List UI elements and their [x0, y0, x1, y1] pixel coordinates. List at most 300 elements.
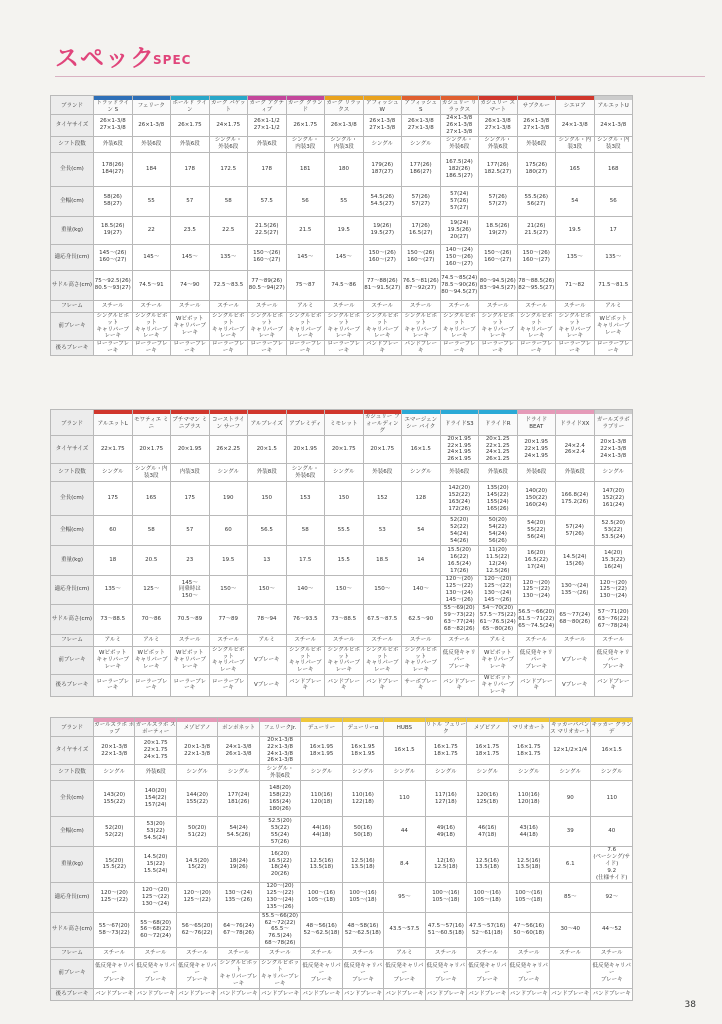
spec-cell: 85〜: [549, 882, 590, 912]
spec-cell: シングル: [467, 765, 508, 781]
spec-cell: バンドブレーキ: [425, 988, 466, 1000]
brand-name: マリオカート: [512, 725, 546, 732]
brand-name: ドライドS3: [444, 420, 474, 427]
spec-cell: 17: [594, 216, 633, 244]
spec-cell: 110: [384, 781, 425, 817]
brand-name: トラッドライン S: [96, 100, 130, 113]
spec-cell: 26×1.75: [171, 114, 210, 136]
spec-cell: 50(16) 50(18): [342, 817, 383, 847]
spec-cell: 52.5(20) 53(22) 55(24) 57(26): [259, 817, 300, 847]
spec-cell: シングルピボット キャリパーブレーキ: [517, 312, 556, 341]
spec-cell: 50(20) 54(22) 54(24) 56(26): [479, 516, 518, 546]
spec-table-3: [50, 717, 633, 1001]
spec-cell: 58: [132, 516, 171, 546]
spec-cell: シングルピボット キャリパーブレーキ: [402, 312, 441, 341]
spec-cell: 19(24) 19.5(26) 20(27): [440, 216, 479, 244]
spec-cell: バンドブレーキ: [384, 988, 425, 1000]
spec-cell: Wピボット キャリパーブレーキ: [479, 675, 518, 697]
brand-name: フェリーク: [137, 103, 165, 110]
brand-name: エマージェンシー バイク: [404, 417, 438, 431]
brand-color-stripe: [550, 718, 590, 722]
spec-cell: 73〜88.5: [325, 604, 364, 634]
spec-cell: 外装6段: [479, 464, 518, 482]
spec-cell: 54(20) 55(22) 56(24): [517, 516, 556, 546]
spec-cell: スチール: [342, 948, 383, 960]
spec-cell: 55: [325, 186, 364, 216]
row-label: サドル高さ(cm): [51, 604, 94, 634]
brand-header: [479, 410, 518, 436]
brand-color-stripe: [591, 718, 632, 722]
brand-name: ボールド ライン: [172, 100, 207, 113]
spec-cell: 低反発キャリパー ブレーキ: [176, 960, 217, 989]
spec-cell: 120〜(20) 125〜(22) 130〜(24) 145〜(26): [479, 576, 518, 605]
spec-cell: スチール: [248, 300, 287, 312]
row-label: シフト段数: [51, 464, 94, 482]
spec-cell: バンドブレーキ: [591, 988, 633, 1000]
spec-cell: 16(20) 16.5(22) 18(24) 20(26): [259, 847, 300, 882]
spec-cell: 53: [363, 516, 402, 546]
spec-cell: 47.5〜57(16) 52〜61(18): [467, 912, 508, 947]
brand-header: [594, 96, 633, 115]
spec-cell: シングル・ 外装6段: [479, 136, 518, 152]
spec-cell: バンドブレーキ: [440, 675, 479, 697]
spec-cell: 150: [248, 482, 287, 516]
spec-cell: 65〜77(24) 68〜80(26): [556, 604, 595, 634]
spec-cell: 74.5〜91: [132, 270, 171, 300]
brand-color-stripe: [210, 96, 248, 100]
spec-cell: 12(16) 12.5(18): [425, 847, 466, 882]
spec-cell: 19(26) 19.5(27): [363, 216, 402, 244]
spec-cell: 18(24) 19(26): [218, 847, 259, 882]
spec-cell: Wピボット キャリパーブレーキ: [171, 646, 210, 675]
spec-row: [51, 300, 633, 312]
spec-cell: バンドブレーキ: [467, 988, 508, 1000]
spec-cell: 48〜56(16) 52〜62.5(18): [301, 912, 342, 947]
brand-name: メゾピアノ: [183, 725, 211, 732]
brand-color-stripe: [218, 718, 258, 722]
spec-cell: 44(16) 44(18): [301, 817, 342, 847]
brand-header: [517, 96, 556, 115]
spec-row: [51, 948, 633, 960]
spec-cell: シングル: [363, 136, 402, 152]
spec-cell: 179(26) 187(27): [363, 152, 402, 186]
brand-name: アルブレイズ: [250, 420, 283, 427]
spec-row: [51, 988, 633, 1000]
spec-cell: 20×1.75: [325, 435, 364, 464]
brand-color-stripe: [402, 96, 440, 100]
spec-cell: 150〜(26) 160〜(27): [517, 244, 556, 270]
spec-cell: バンドブレーキ: [301, 988, 342, 1000]
spec-cell: 55.5(26) 56(27): [517, 186, 556, 216]
spec-cell: ローラーブレーキ: [479, 341, 518, 356]
spec-cell: 178: [171, 152, 210, 186]
spec-cell: 16×1.75 18×1.75: [467, 736, 508, 765]
brand-color-stripe: [479, 410, 517, 414]
row-label: サドル高さ(cm): [51, 270, 94, 300]
brand-name: カーグ アクティブ: [249, 100, 285, 113]
spec-row: [51, 136, 633, 152]
spec-cell: バンドブレーキ: [176, 988, 217, 1000]
spec-cell: シングル: [402, 464, 441, 482]
spec-row: [51, 216, 633, 244]
spec-cell: シングルピボット キャリパーブレーキ: [248, 312, 287, 341]
spec-cell: 144(20) 155(22): [176, 781, 217, 817]
spec-cell: 74〜90: [171, 270, 210, 300]
spec-cell: 153: [286, 482, 325, 516]
spec-cell: 22.5: [209, 216, 248, 244]
spec-cell: Vブレーキ: [248, 646, 287, 675]
spec-cell: バンドブレーキ: [342, 988, 383, 1000]
brand-name: メゾピアノ: [473, 725, 501, 732]
spec-row: [51, 546, 633, 576]
spec-cell: 24×1-3/8 26×1-3/8 27×1-3/8: [440, 114, 479, 136]
spec-cell: 54: [402, 516, 441, 546]
spec-cell: 100〜(16) 105〜(18): [508, 882, 549, 912]
spec-cell: 57〜71(20) 63〜76(22) 67〜78(24): [594, 604, 633, 634]
spec-cell: 55〜69(20) 59〜73(22) 63〜77(24) 68〜82(26): [440, 604, 479, 634]
brand-color-stripe: [479, 96, 517, 100]
spec-cell: 150〜(26) 160〜(27): [479, 244, 518, 270]
brand-name: HUBS: [396, 725, 413, 732]
brand-header: [325, 96, 364, 115]
row-label: 前ブレーキ: [51, 312, 94, 341]
spec-cell: シングル・内装3段: [594, 136, 633, 152]
spec-cell: 低反発キャリパー ブレーキ: [94, 960, 135, 989]
row-label: 後ろブレーキ: [51, 341, 94, 356]
brand-header: [94, 718, 135, 737]
brand-header: [479, 96, 518, 115]
spec-cell: 外装6段: [363, 464, 402, 482]
spec-cell: 54(24) 54.5(26): [218, 817, 259, 847]
brand-header: [556, 410, 595, 436]
spec-cell: ローラーブレーキ: [209, 675, 248, 697]
spec-row: [51, 604, 633, 634]
spec-cell: スチール: [425, 948, 466, 960]
spec-cell: バンドブレーキ: [325, 675, 364, 697]
row-label: 前ブレーキ: [51, 960, 94, 989]
spec-cell: スチール: [209, 300, 248, 312]
spec-cell: 23.5: [171, 216, 210, 244]
spec-cell: 14: [402, 546, 441, 576]
spec-cell: 16×1.75 18×1.75: [425, 736, 466, 765]
spec-cell: 55〜68(20) 56〜68(22) 60〜72(24): [135, 912, 176, 947]
brand-color-stripe: [556, 96, 594, 100]
brand-header: [517, 410, 556, 436]
spec-cell: シングルピボット キャリパーブレーキ: [325, 646, 364, 675]
page-subtitle: SPEC: [153, 53, 192, 67]
brand-color-stripe: [364, 410, 402, 414]
spec-row: [51, 817, 633, 847]
brand-color-stripe: [467, 718, 507, 722]
brand-color-stripe: [325, 96, 363, 100]
spec-cell: バンドブレーキ: [218, 988, 259, 1000]
spec-row: [51, 464, 633, 482]
spec-cell: ローラーブレーキ: [594, 341, 633, 356]
brand-header: [591, 718, 633, 737]
spec-cell: シングル: [94, 765, 135, 781]
spec-cell: シングルピボット キャリパーブレーキ: [132, 312, 171, 341]
spec-cell: スチール: [209, 634, 248, 646]
brand-name: シエロア: [563, 103, 586, 110]
spec-cell: スチール: [402, 634, 441, 646]
brand-header: [135, 718, 176, 737]
brand-header: [209, 96, 248, 115]
brand-name: カジュリー リラックス: [441, 100, 477, 113]
spec-cell: 125〜: [132, 576, 171, 605]
brand-header: [325, 410, 364, 436]
spec-row: [51, 960, 633, 989]
spec-cell: シングル・ 外装6段: [259, 765, 300, 781]
spec-cell: 145〜: [132, 244, 171, 270]
spec-cell: スチール: [517, 634, 556, 646]
spec-cell: スチール: [591, 948, 633, 960]
brand-name: アルエットL: [97, 420, 128, 427]
spec-cell: 18.5(26) 19(27): [479, 216, 518, 244]
spec-cell: 外装6段: [517, 464, 556, 482]
spec-cell: スチール: [440, 634, 479, 646]
brand-header: [549, 718, 590, 737]
spec-cell: 190: [209, 482, 248, 516]
row-label: 重量(kg): [51, 546, 94, 576]
spec-cell: 15.5: [325, 546, 364, 576]
spec-cell: 46(16) 47(18): [467, 817, 508, 847]
brand-header: [440, 410, 479, 436]
spec-cell: スチール: [594, 634, 633, 646]
spec-cell: 20×1-3/8 22×1-3/8 24×1-3/8: [594, 435, 633, 464]
spec-cell: スチール: [135, 948, 176, 960]
brand-header: [176, 718, 217, 737]
spec-row: [51, 576, 633, 605]
spec-cell: バンドブレーキ: [94, 988, 135, 1000]
spec-cell: ローラーブレーキ: [94, 341, 133, 356]
brand-name: アフィッシュ S: [404, 100, 437, 113]
spec-cell: 92〜: [591, 882, 633, 912]
row-label: 後ろブレーキ: [51, 675, 94, 697]
brand-header: [218, 718, 259, 737]
brand-name: ガールズラボ ポップ: [94, 722, 135, 735]
spec-cell: バンドブレーキ: [594, 675, 633, 697]
spec-cell: 120〜(20) 125〜(22) 130〜(24) 135〜(26): [259, 882, 300, 912]
spec-cell: シングル・内装3段: [132, 464, 171, 482]
brand-header: [209, 410, 248, 436]
spec-cell: 17.5: [286, 546, 325, 576]
brand-header: [301, 718, 342, 737]
spec-cell: 178: [248, 152, 287, 186]
spec-row: [51, 781, 633, 817]
spec-cell: 48〜58(16) 52〜62.5(18): [342, 912, 383, 947]
spec-cell: 16(20) 16.5(22) 17(24): [517, 546, 556, 576]
spec-cell: 175: [94, 482, 133, 516]
spec-cell: スチール: [132, 300, 171, 312]
spec-cell: スチール: [549, 948, 590, 960]
spec-cell: 18.5(26) 19(27): [94, 216, 133, 244]
spec-cell: 12.5(16) 13.5(18): [301, 847, 342, 882]
brand-header: [467, 718, 508, 737]
spec-cell: 55.5〜66(20) 62〜72(22) 65.5〜76.5(24) 68〜78(26): [259, 912, 300, 947]
spec-cell: シングル: [594, 464, 633, 482]
spec-cell: 145〜 同乗時は 150〜: [171, 576, 210, 605]
spec-cell: Wピボット キャリパーブレーキ: [132, 646, 171, 675]
spec-cell: 56: [286, 186, 325, 216]
spec-cell: 低反発キャリパー ブレーキ: [384, 960, 425, 989]
spec-cell: 14.5(20) 15(22): [176, 847, 217, 882]
spec-cell: シングル・ 外装6段: [440, 136, 479, 152]
spec-cell: 低反発キャリパー ブレーキ: [425, 960, 466, 989]
spec-cell: 20×1.75: [132, 435, 171, 464]
spec-cell: 外装6段: [517, 136, 556, 152]
spec-cell: 142(20) 152(22) 163(24) 172(26): [440, 482, 479, 516]
spec-cell: 21.5: [286, 216, 325, 244]
spec-cell: 145〜: [286, 244, 325, 270]
spec-cell: 175: [171, 482, 210, 516]
spec-cell: スチール: [467, 948, 508, 960]
spec-cell: 53(20) 53(22) 54.5(24): [135, 817, 176, 847]
spec-cell: ローラーブレーキ: [132, 341, 171, 356]
row-label: 前ブレーキ: [51, 646, 94, 675]
brand-name: コーストライン サーフ: [211, 417, 245, 431]
page-number: 38: [684, 1000, 696, 1010]
spec-cell: 20×1.75: [363, 435, 402, 464]
spec-cell: 外装6段: [171, 136, 210, 152]
spec-cell: 13: [248, 546, 287, 576]
spec-cell: ローラーブレーキ: [325, 341, 364, 356]
brand-header: [594, 410, 633, 436]
spec-cell: 140〜: [402, 576, 441, 605]
spec-cell: 120(16) 125(18): [467, 781, 508, 817]
brand-color-stripe: [441, 96, 479, 100]
spec-cell: アルミ: [479, 634, 518, 646]
spec-cell: 135〜: [594, 244, 633, 270]
spec-cell: 12.5(16) 13.5(18): [342, 847, 383, 882]
row-label: 適応身長(cm): [51, 244, 94, 270]
spec-cell: シングルピボット キャリパーブレーキ: [402, 646, 441, 675]
spec-row: [51, 516, 633, 546]
spec-cell: 16×1.5: [384, 736, 425, 765]
spec-cell: Wピボット キャリパーブレーキ: [171, 312, 210, 341]
spec-row: [51, 675, 633, 697]
spec-row: [51, 312, 633, 341]
brand-name: キッカーパパンス マリオカート: [550, 722, 591, 735]
spec-cell: シングル: [325, 464, 364, 482]
spec-cell: ローラーブレーキ: [171, 341, 210, 356]
brand-header: [363, 410, 402, 436]
spec-cell: 26×1-3/8: [325, 114, 364, 136]
spec-cell: 20×1.75 22×1.75 24×1.75: [135, 736, 176, 765]
row-label: フレーム: [51, 634, 94, 646]
row-label: サドル高さ(cm): [51, 912, 94, 947]
spec-cell: 47〜56(16) 50〜60(18): [508, 912, 549, 947]
spec-cell: 20×1-3/8 22×1-3/8: [94, 736, 135, 765]
spec-cell: 145〜: [171, 244, 210, 270]
spec-cell: 外装8段: [248, 464, 287, 482]
brand-color-stripe: [135, 718, 175, 722]
brand-header: [342, 718, 383, 737]
spec-cell: シングルピボット キャリパーブレーキ: [440, 312, 479, 341]
spec-cell: ローラーブレーキ: [248, 341, 287, 356]
spec-cell: 16×1.5: [591, 736, 633, 765]
spec-cell: 57.5: [248, 186, 287, 216]
brand-header: [286, 410, 325, 436]
spec-cell: 26×1-3/8: [132, 114, 171, 136]
title-rule: [55, 76, 705, 77]
row-label: 適応身長(cm): [51, 576, 94, 605]
spec-cell: Vブレーキ: [556, 646, 595, 675]
spec-row: [51, 244, 633, 270]
spec-cell: 147(20) 152(22) 161(24): [594, 482, 633, 516]
brand-color-stripe: [595, 410, 633, 414]
brand-name: キッカー グランデ: [591, 722, 632, 735]
spec-cell: 21(26) 21.5(27): [517, 216, 556, 244]
brand-color-stripe: [364, 96, 402, 100]
spec-cell: 76.5〜81(26) 87〜92(27): [402, 270, 441, 300]
spec-cell: 30〜40: [549, 912, 590, 947]
row-label: タイヤサイズ: [51, 435, 94, 464]
spec-cell: アルミ: [94, 634, 133, 646]
spec-cell: 55〜67(20) 58〜73(22): [94, 912, 135, 947]
brand-header: [132, 410, 171, 436]
spec-cell: シングル: [425, 765, 466, 781]
spec-row: [51, 847, 633, 882]
spec-cell: シングルピボット キャリパーブレーキ: [286, 646, 325, 675]
brand-name: サブクルー: [522, 103, 550, 110]
brand-name: カーグ バケット: [211, 100, 246, 113]
spec-cell: シングルピボット キャリパーブレーキ: [286, 312, 325, 341]
spec-cell: 19.5: [325, 216, 364, 244]
spec-cell: 120〜(20) 125〜(22): [94, 882, 135, 912]
brand-color-stripe: [133, 96, 171, 100]
spec-cell: 73〜88.5: [94, 604, 133, 634]
spec-cell: 低反発キャリパー ブレーキ: [440, 646, 479, 675]
spec-cell: 24×1-3/8: [594, 114, 633, 136]
spec-cell: シングル: [176, 765, 217, 781]
spec-cell: 47.5〜57(16) 51〜60.5(18): [425, 912, 466, 947]
brand-header: [363, 96, 402, 115]
spec-cell: 60: [209, 516, 248, 546]
spec-cell: シングル: [94, 464, 133, 482]
spec-cell: スチール: [171, 634, 210, 646]
row-label: 重量(kg): [51, 847, 94, 882]
spec-cell: スチール: [363, 300, 402, 312]
spec-cell: 26×1-3/8 27×1-3/8: [363, 114, 402, 136]
spec-cell: 80〜94.5(26) 83〜94.5(27): [479, 270, 518, 300]
row-label: 全幅(cm): [51, 186, 94, 216]
spec-cell: 44〜52: [591, 912, 633, 947]
spec-cell: 26×1-3/8 27×1-3/8: [402, 114, 441, 136]
brand-color-stripe: [287, 96, 325, 100]
spec-cell: 150〜: [248, 576, 287, 605]
spec-cell: 52(20) 52(22) 54(24) 54(26): [440, 516, 479, 546]
spec-cell: 低反発キャリパー ブレーキ: [135, 960, 176, 989]
spec-cell: 44: [384, 817, 425, 847]
spec-cell: 120〜(20) 125〜(22) 130〜(24): [135, 882, 176, 912]
spec-cell: シングル: [591, 765, 633, 781]
spec-cell: 110(16) 120(18): [508, 781, 549, 817]
spec-cell: 56〜65(20) 62〜76(22): [176, 912, 217, 947]
brand-header: [402, 96, 441, 115]
spec-cell: 54〜70(20) 57.5〜75(22) 61〜76.5(24) 65〜80(26): [479, 604, 518, 634]
spec-cell: 55: [132, 186, 171, 216]
spec-cell: 145〜: [325, 244, 364, 270]
spec-cell: 22×1.75: [94, 435, 133, 464]
spec-cell: 135(20) 145(22) 155(24) 165(26): [479, 482, 518, 516]
spec-cell: 64〜76(24) 67〜78(26): [218, 912, 259, 947]
spec-cell: スチール: [301, 948, 342, 960]
brand-name: デューリーα: [347, 725, 379, 732]
spec-cell: 外装6段: [556, 464, 595, 482]
spec-cell: スチール: [176, 948, 217, 960]
spec-cell: 150〜(26) 160〜(27): [248, 244, 287, 270]
spec-cell: スチール: [508, 948, 549, 960]
